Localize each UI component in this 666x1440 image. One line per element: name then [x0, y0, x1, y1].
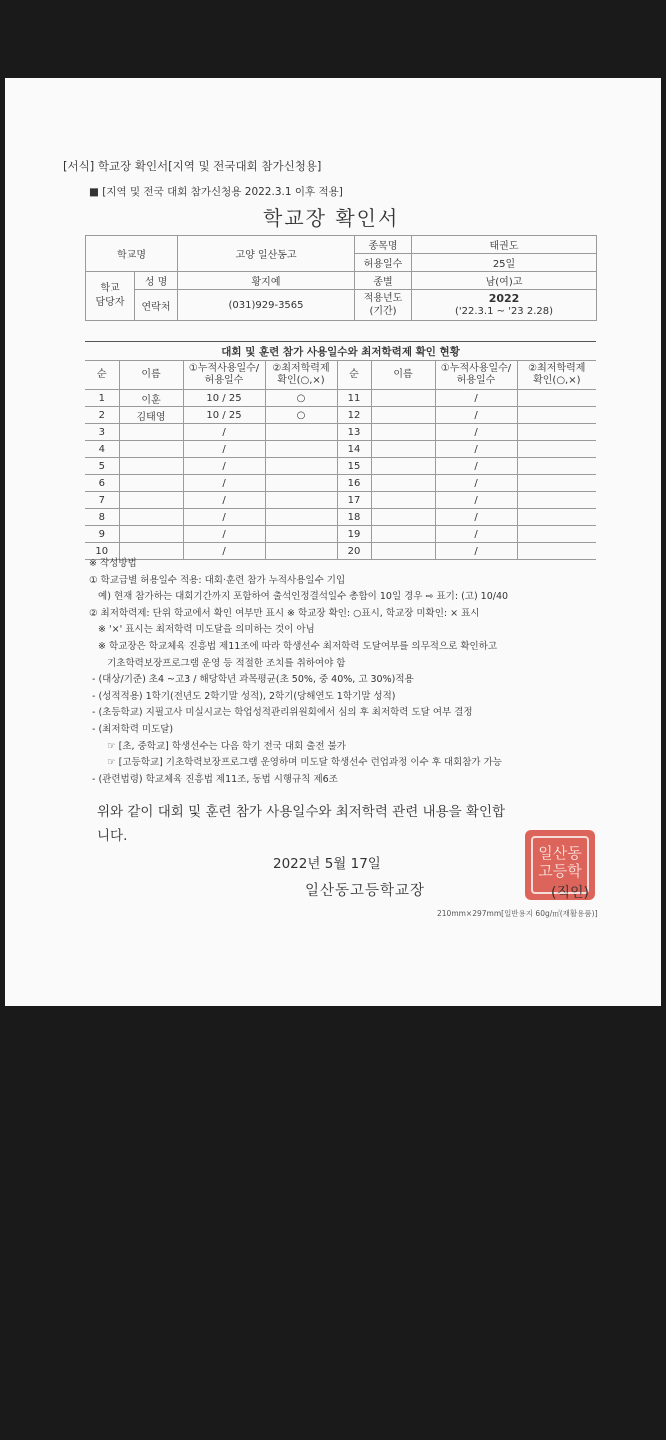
year-cell — [412, 290, 597, 321]
year-value: 2022 — [488, 292, 520, 305]
note-line: - (성적적용) 1학기(전년도 2학기말 성적), 2학기(당해연도 1학기말 성적) — [89, 690, 396, 702]
row-days: / — [183, 526, 265, 543]
participation-table — [85, 341, 596, 560]
row-days-2: / — [435, 441, 517, 458]
name-label: 성 명 — [135, 272, 178, 290]
row-no-2: 12 — [337, 407, 371, 424]
row-check-2 — [517, 441, 596, 458]
row-no-2: 14 — [337, 441, 371, 458]
note-line: - (초등학교) 지필고사 미실시교는 학업성적관리위원회에서 심의 후 최저학력 도달 여부 결정 — [89, 707, 473, 719]
row-check-2 — [517, 543, 596, 560]
row-days: / — [183, 475, 265, 492]
row-check — [265, 492, 337, 509]
row-name — [119, 475, 183, 492]
header-name: 이름 — [119, 361, 183, 390]
row-check-2 — [517, 407, 596, 424]
seal-label: (직인) — [551, 885, 589, 901]
header-no: 순 — [85, 361, 119, 390]
seal-stamp-text: 일산동 고등학 — [531, 836, 589, 894]
note-line: ① 학교급별 허용일수 적용: 대회·훈련 참가 누적사용일수 기입 — [89, 574, 346, 586]
manager-label: 학교 담당자 — [86, 272, 135, 321]
subheading: ■ [지역 및 전국 대회 참가신청용 2022.3.1 이후 적용] — [89, 186, 343, 198]
row-no: 8 — [85, 509, 119, 526]
row-check: ○ — [265, 407, 337, 424]
row-check-2 — [517, 424, 596, 441]
row-no-2: 17 — [337, 492, 371, 509]
row-name-2 — [371, 390, 435, 407]
row-days: / — [183, 509, 265, 526]
page-title: 학교장 확인서 — [263, 206, 400, 230]
note-line: ※ 작성방법 — [89, 558, 137, 569]
row-days: / — [183, 441, 265, 458]
row-days-2: / — [435, 526, 517, 543]
row-name: 김태영 — [119, 407, 183, 424]
row-check — [265, 424, 337, 441]
form-label: [서식] 학교장 확인서[지역 및 전국대회 참가신청용] — [63, 159, 322, 173]
row-days: 10 / 25 — [183, 390, 265, 407]
row-days: / — [183, 543, 265, 560]
row-name — [119, 441, 183, 458]
row-no: 10 — [85, 543, 119, 560]
table-row — [85, 390, 596, 407]
note-line: - (대상/기준) 초4 ~고3 / 해당학년 과목평균(초 50%, 중 40%, 고 30%)적용 — [89, 674, 414, 686]
row-check-2 — [517, 492, 596, 509]
note-line: - (최저학력 미도달) — [89, 723, 174, 735]
row-name-2 — [371, 424, 435, 441]
row-no: 7 — [85, 492, 119, 509]
row-no-2: 20 — [337, 543, 371, 560]
row-name — [119, 509, 183, 526]
document-page — [5, 78, 661, 1006]
name-value: 황지예 — [178, 272, 355, 290]
row-no-2: 18 — [337, 509, 371, 526]
gender-value: 남(여)고 — [412, 272, 597, 290]
header-name-2: 이름 — [371, 361, 435, 390]
note-line: ☞ [초, 중학교] 학생선수는 다음 학기 전국 대회 출전 불가 — [89, 740, 346, 752]
school-value: 고양 일산동고 — [178, 236, 355, 272]
row-no: 3 — [85, 424, 119, 441]
row-no: 4 — [85, 441, 119, 458]
row-check-2 — [517, 458, 596, 475]
row-check-2 — [517, 475, 596, 492]
table-row — [85, 458, 596, 475]
row-days-2: / — [435, 458, 517, 475]
table-row — [85, 441, 596, 458]
table-row — [85, 475, 596, 492]
row-days-2: / — [435, 390, 517, 407]
allowed-days-value: 25일 — [412, 254, 597, 272]
note-line: 기초학력보장프로그램 운영 등 적절한 조치를 취하여야 함 — [89, 657, 346, 669]
row-no: 9 — [85, 526, 119, 543]
row-no: 5 — [85, 458, 119, 475]
row-name-2 — [371, 509, 435, 526]
note-line: ※ 학교장은 학교체육 진흥법 제11조에 따라 학생선수 최저학력 도달여부를 의무적으로 확인하고 — [89, 640, 498, 652]
row-days-2: / — [435, 407, 517, 424]
row-no: 2 — [85, 407, 119, 424]
confirm-line-1: 위와 같이 대회 및 훈련 참가 사용일수와 최저학력 관련 내용을 확인합 — [97, 804, 506, 820]
row-no-2: 19 — [337, 526, 371, 543]
row-check-2 — [517, 526, 596, 543]
row-name — [119, 458, 183, 475]
table-row — [85, 407, 596, 424]
contact-label: 연락처 — [135, 290, 178, 321]
row-days-2: / — [435, 475, 517, 492]
allowed-days-label: 허용일수 — [355, 254, 412, 272]
header-check: ②최저학력제 확인(○,×) — [265, 361, 337, 390]
row-no-2: 13 — [337, 424, 371, 441]
school-label: 학교명 — [86, 236, 178, 272]
row-days-2: / — [435, 492, 517, 509]
row-check — [265, 441, 337, 458]
row-days: 10 / 25 — [183, 407, 265, 424]
table-row — [85, 492, 596, 509]
note-line: ☞ [고등학교] 기초학력보장프로그램 운영하며 미도달 학생선수 런업과정 이수 후 대회참가 가능 — [89, 757, 502, 769]
grid-title: 대회 및 훈련 참가 사용일수와 최저학력제 확인 현황 — [85, 342, 596, 361]
contact-value: (031)929-3565 — [178, 290, 355, 321]
row-name — [119, 526, 183, 543]
row-name-2 — [371, 526, 435, 543]
row-check — [265, 509, 337, 526]
signer: 일산동고등학교장 — [305, 883, 426, 899]
header-no-2: 순 — [337, 361, 371, 390]
row-days-2: / — [435, 424, 517, 441]
table-row — [85, 509, 596, 526]
row-no: 1 — [85, 390, 119, 407]
row-days-2: / — [435, 509, 517, 526]
gender-label: 종별 — [355, 272, 412, 290]
year-label: 적용년도 (기간) — [355, 290, 412, 321]
row-check-2 — [517, 390, 596, 407]
row-name — [119, 424, 183, 441]
row-check: ○ — [265, 390, 337, 407]
note-line: 예) 현재 참가하는 대회기간까지 포함하여 출석인정결석일수 총합이 10일 경우 ⇨ 표기: (고) 10/40 — [89, 591, 509, 603]
event-label: 종목명 — [355, 236, 412, 254]
instructions — [89, 556, 508, 788]
event-value: 태권도 — [412, 236, 597, 254]
row-no-2: 11 — [337, 390, 371, 407]
row-no-2: 16 — [337, 475, 371, 492]
row-days: / — [183, 424, 265, 441]
info-table — [85, 235, 597, 321]
row-no-2: 15 — [337, 458, 371, 475]
note-line: - (관련법령) 학교체육 진흥법 제11조, 동법 시행규칙 제6조 — [89, 773, 338, 785]
row-check — [265, 458, 337, 475]
row-name-2 — [371, 458, 435, 475]
row-days: / — [183, 492, 265, 509]
row-name-2 — [371, 492, 435, 509]
row-days: / — [183, 458, 265, 475]
row-days-2: / — [435, 543, 517, 560]
row-check-2 — [517, 509, 596, 526]
row-check — [265, 475, 337, 492]
row-name: 이훈 — [119, 390, 183, 407]
row-name-2 — [371, 441, 435, 458]
row-name — [119, 492, 183, 509]
row-check — [265, 526, 337, 543]
confirm-line-2: 니다. — [97, 828, 128, 844]
period-value: ('22.3.1 ~ '23 2.28) — [455, 306, 554, 317]
row-no: 6 — [85, 475, 119, 492]
header-days-2: ①누적사용일수/ 허용일수 — [435, 361, 517, 390]
row-name-2 — [371, 407, 435, 424]
table-row — [85, 526, 596, 543]
row-name-2 — [371, 475, 435, 492]
note-line: ※ '×' 표시는 최저학력 미도달을 의미하는 것이 아님 — [89, 624, 315, 636]
header-check-2: ②최저학력제 확인(○,×) — [517, 361, 596, 390]
header-days: ①누적사용일수/ 허용일수 — [183, 361, 265, 390]
issue-date: 2022년 5월 17일 — [273, 856, 381, 872]
table-row — [85, 424, 596, 441]
note-line: ② 최저학력제: 단위 학교에서 확인 여부만 표시 ※ 학교장 확인: ○표시, 학교장 미확인: × 표시 — [89, 607, 480, 619]
paper-spec: 210mm×297mm[일반용지 60g/㎡(재활용품)] — [437, 909, 598, 918]
